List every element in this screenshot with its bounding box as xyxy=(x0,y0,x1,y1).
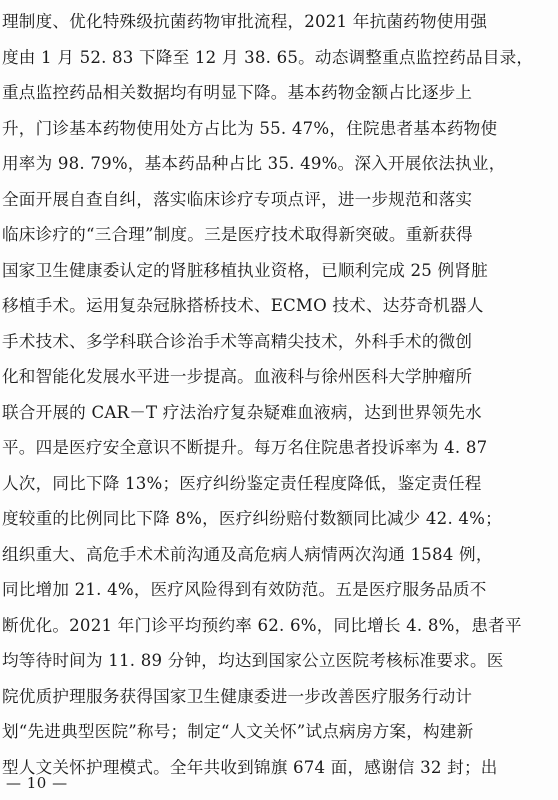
text-line: 国家卫生健康委认定的肾脏移植执业资格，已顺利完成 25 例肾脏 xyxy=(2,260,488,280)
text-line: 组织重大、高危手术术前沟通及高危病人病情两次沟通 1584 例， xyxy=(2,544,493,564)
text-line: 院优质护理服务获得国家卫生健康委进一步改善医疗服务行动计 xyxy=(2,686,473,706)
text-line: 平。四是医疗安全意识不断提升。每万名住院患者投诉率为 4. 87 xyxy=(2,438,488,457)
text-line: 同比增加 21. 4%，医疗风险得到有效防范。五是医疗服务品质不 xyxy=(2,580,487,599)
text-line: 划“先进典型医院”称号；制定“人文关怀”试点病房方案，构建新 xyxy=(2,722,474,741)
text-line: 全面开展自查自纠，落实临床诊疗专项点评，进一步规范和落实 xyxy=(2,189,473,209)
text-line: 用率为 98. 79%，基本药品种占比 35. 49%。深入开展依法执业， xyxy=(2,154,506,173)
text-line: 型人文关怀护理模式。全年共收到锦旗 674 面，感谢信 32 封；出 xyxy=(2,757,498,777)
text-line: 升，门诊基本药物使用处方占比为 55. 47%，住院患者基本药物使 xyxy=(2,118,498,138)
text-line: 手术技术、多学科联合诊治手术等高精尖技术，外科手术的微创 xyxy=(2,331,473,351)
text-line: 度由 1 月 52. 83 下降至 12 月 38. 65。动态调整重点监控药品目录， xyxy=(2,47,534,67)
text-line: 均等待时间为 11. 89 分钟，均达到国家公立医院考核标准要求。医 xyxy=(2,651,504,670)
text-line: 理制度、优化特殊级抗菌药物审批流程，2021 年抗菌药物使用强 xyxy=(2,12,488,31)
text-line: 化和智能化发展水平进一步提高。血液科与徐州医科大学肿瘤所 xyxy=(2,367,473,386)
body-text xyxy=(2,4,550,785)
text-line: 断优化。2021 年门诊平均预约率 62. 6%，同比增长 4. 8%，患者平 xyxy=(2,615,522,635)
page-number: — 10 — xyxy=(6,774,68,792)
text-line: 重点监控药品相关数据均有明显下降。基本药物金额占比逐步上 xyxy=(2,83,473,102)
text-line: 临床诊疗的“三合理”制度。三是医疗技术取得新突破。重新获得 xyxy=(2,225,473,244)
text-line: 度较重的比例同比下降 8%，医疗纠纷赔付数额同比减少 42. 4%； xyxy=(2,509,502,528)
text-line: 人次，同比下降 13%；医疗纠纷鉴定责任程度降低，鉴定责任程 xyxy=(2,473,482,493)
text-line: 联合开展的 CAR－T 疗法治疗复杂疑难血液病，达到世界领先水 xyxy=(2,402,482,422)
text-line: 移植手术。运用复杂冠脉搭桥技术、ECMO 技术、达芬奇机器人 xyxy=(2,296,484,315)
